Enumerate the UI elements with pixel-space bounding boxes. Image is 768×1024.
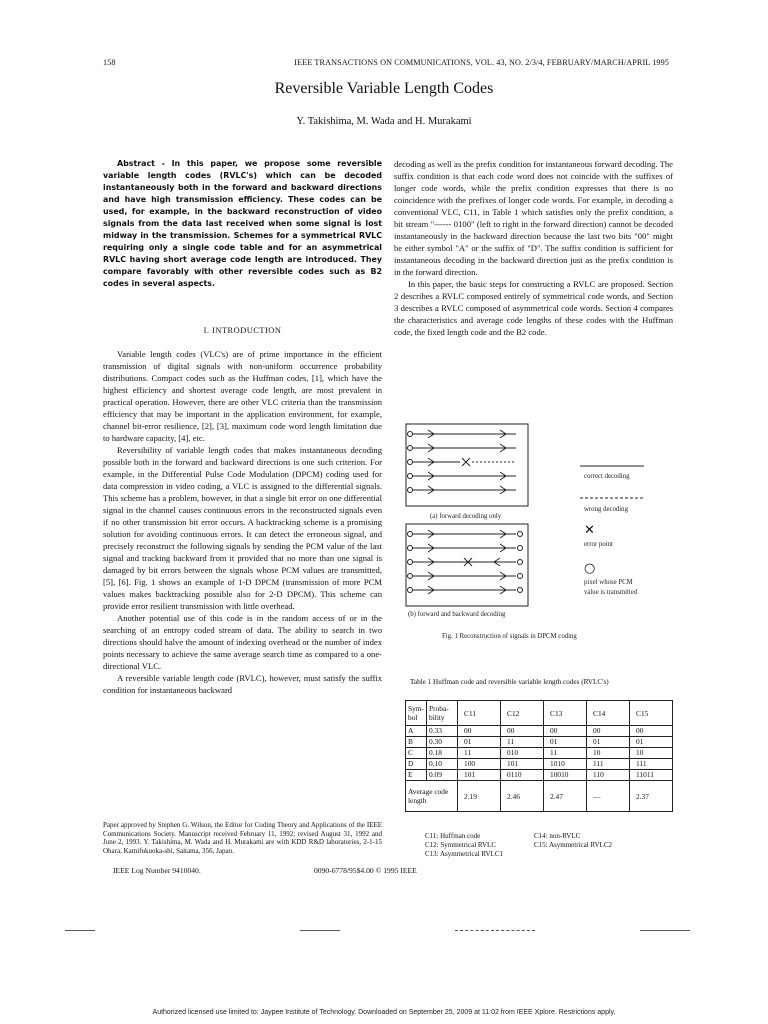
legend-pcm-label-2: value is transmitted [584,589,638,596]
header-cell: C12 [501,701,544,726]
average-cell: 2.47 [544,781,587,812]
table-cell: 0110 [501,770,544,781]
table-cell: B [406,737,427,748]
average-cell: — [587,781,630,812]
log-number: IEEE Log Number 9410040. [113,866,201,875]
panel-b-frame [406,524,528,606]
table-cell: 00 [630,726,673,737]
table-cell: D [406,759,427,770]
page-number: 158 [103,58,116,67]
footnote-text: Paper approved by Stephen G. Wilson, the Editor for Coding Theory and Applications of the IEEE Communications Society. Manuscript received February 11, 1992; revised August 31, 1992 and June 2, 1993. Y. Takishima, M. Wada and H. Murakami are with KDD R&D laboratories, 2-1-15 Ohara, Kamifukuoka-shi, Saitama, 356, Japan. [103,821,382,855]
table-row [406,748,673,759]
rule-mark [640,930,690,931]
table-row [406,759,673,770]
table-cell: A [406,726,427,737]
footnote [103,821,382,855]
average-cell: 2.19 [458,781,501,812]
legend-pcm-label: pixel whose PCM [584,579,633,586]
circle-icon: ○ [584,561,596,576]
rule-mark [455,930,535,931]
table-cell: 10 [587,748,630,759]
paragraph: In this paper, the basic steps for constructing a RVLC are proposed. Section 2 describes a RVLC composed entirely of symmetrical code words, and Section 3 describes a RVLC composed of asymmetrical code words. Section 4 compares the characteristics and average code lengths of these codes with the Huffman code, the fixed length code and the B2 code. [394,279,673,337]
table-note: C13: Asymmetrical RVLC1 [425,850,503,858]
abstract [103,158,382,290]
table-cell: 10 [630,748,673,759]
table-cell: 1010 [544,759,587,770]
header-cell: Sym-bol [406,701,427,726]
table-cell: 111 [630,759,673,770]
section-heading: I. INTRODUCTION [203,326,282,335]
table-cell: 01 [544,737,587,748]
table-note: C12: Symmetrical RVLC [425,841,496,849]
table-header-row [406,701,673,726]
table-notes-left [425,832,545,859]
average-cell: 2.37 [630,781,673,812]
table-average-row [406,781,673,812]
average-cell: 2.46 [501,781,544,812]
table-cell: 110 [587,770,630,781]
panel-b-lines [412,534,516,590]
table-cell: 00 [544,726,587,737]
paragraph: Reversibility of variable length codes that makes instantaneous decoding possible both in the forward and backward directions is one such criterion. For example, in the Differential Pulse Code Modulation (DPCM) coding used for data compression in video coding, a VLC is assigned to the differential signals. This scheme has a problem, however, in that a single bit error on one differential signal in the channel causes continuous errors in the reconstructed signals even if no other transmission bit error occurs. A backtracking scheme is a promising solution for avoiding continuous errors. It can detect the erroneous signal, and precisely reconstruct the following signals by sending the PCM value of the last signal and tracking backward from it provided that no more than one signal is damaged by bit errors between the signals whose PCM values are transmitted, [5], [6]. Fig. 1 shows an example of 1-D DPCM (transmission of more PCM values makes backtracking possible also for 2-D DPCM). This scheme can provide error resilient transmission with little overhead. [103,445,382,611]
table-notes-right [534,832,674,850]
cross-icon: ✕ [584,523,595,538]
rule-mark [300,930,340,931]
panel-a-circles [408,432,413,493]
abstract-text: Abstract - In this paper, we propose some reversible variable length codes (RVLC's) which can be decoded instantaneously both in the forward and backward directions and have high transmission efficiency. These codes can be used, for example, in the backward reconstruction of video signals from the data last received when some signal is lost midway in the transmission. Schemes for a symmetrical RVLC requiring only a single code table and for an asymmetrical RVLC having short average code length are introduced. They compare favorably with other reversible codes such as B2 codes in several aspects. [103,159,382,288]
table-note: C11: Huffman code [425,832,481,840]
panel-a-lines [412,434,516,490]
paragraph: A reversible variable length code (RVLC), however, must satisfy the suffix condition for instantaneous backward [103,673,382,695]
table-title: Table 1 Huffman code and reversible variable length codes (RVLC's) [410,678,609,686]
table-cell: E [406,770,427,781]
rule-mark [65,930,95,931]
table-note: C14: non-RVLC [534,832,581,840]
header-cell: C13 [544,701,587,726]
left-column [103,348,382,696]
legend-correct-label: correct decoding [584,473,630,480]
header-cell: Proba-bility [427,701,458,726]
table-cell: C [406,748,427,759]
table-cell: 010 [501,748,544,759]
table-cell: 01 [587,737,630,748]
paragraph: Variable length codes (VLC's) are of prime importance in the efficient transmission of digital signals with non-uniform occurrence probability distributions. Compact codes such as the Huffman codes, [1], which have the highest efficiency and shortest average code length, are most prevalent in practical operation. However, there are other VLC criteria than the transmission efficiency that may be important in the application environment, for example, channel bit-error resilience, [2], [3], maximum code word length limitation due to hardware capacity, [4], etc. [103,349,382,443]
table-cell: 100 [458,759,501,770]
table-cell: 01 [458,737,501,748]
paragraph: Another potential use of this code is in the random access of or in the searching of an entropy coded stream of data. The ability to search in two directions should halve the amount of indexing overhead or the number of index points necessary to achieve the same average search time as compared to a one-directional VLC. [103,613,382,671]
table-cell: 00 [501,726,544,737]
table-row [406,737,673,748]
header-cell: C11 [458,701,501,726]
table-cell: 11011 [630,770,673,781]
table-cell: 11 [458,748,501,759]
header-cell: C15 [630,701,673,726]
table-cell: 00 [458,726,501,737]
legend-wrong-label: wrong decoding [584,506,628,513]
table-cell: 11 [544,748,587,759]
panel-a-error-icon [462,458,470,466]
table-cell: 0.18 [427,748,458,759]
table-note: C15: Asymmetrical RVLC2 [534,841,612,849]
download-notice: Authorized licensed use limited to: Jaypee Institute of Technology. Downloaded on September 25, 2009 at 11:02 from IEEE Xplore. Restrictions apply. [152,1009,616,1016]
table-cell: 00 [587,726,630,737]
table-row [406,726,673,737]
copyright: 0090-6778/95$4.00 © 1995 IEEE [314,866,417,875]
table-cell: 0.10 [427,759,458,770]
table-cell: 101 [458,770,501,781]
average-label: Average code length [406,781,458,812]
right-column [394,158,673,338]
table-cell: 111 [587,759,630,770]
table-cell: 0.09 [427,770,458,781]
panel-b-caption: (b) forward and backward decoding [408,611,506,618]
paper-title: Reversible Variable Length Codes [274,80,494,97]
table-cell: 0.30 [427,737,458,748]
journal-line: IEEE TRANSACTIONS ON COMMUNICATIONS, VOL. 43, NO. 2/3/4, FEBRUARY/MARCH/APRIL 1995 [294,58,669,67]
paper-authors: Y. Takishima, M. Wada and H. Murakami [296,116,472,127]
legend-error-label: error point [584,541,613,548]
paragraph: decoding as well as the prefix condition for instantaneous forward decoding. The suffix condition is that each code word does not coincide with the suffixes of longer code words, while the prefix condition expresses that there is no coincidence with the prefixes of longer code words. For example, in decoding a conventional VLC, C11, in Table 1 which satisfies only the prefix condition, a bit stream "------ 0100" (left to right in the forward direction) cannot be decoded instantaneously in the backward direction because the last two bits "00" might be either symbol "A" or the suffix of "D". The suffix condition is sufficient for instantaneous decoding in the backward direction just as the prefix condition is in the forward direction. [394,159,673,277]
table-cell: 10010 [544,770,587,781]
table-row [406,770,673,781]
figure-1 [400,420,670,650]
figure-caption: Fig. 1 Reconstruction of signals in DPCM coding [442,633,577,640]
header-cell: C14 [587,701,630,726]
table-cell: 0.33 [427,726,458,737]
codes-table [405,700,673,812]
panel-a-caption: (a) forward decoding only [430,513,502,520]
table-cell: 101 [501,759,544,770]
table-cell: 01 [630,737,673,748]
panel-a-frame [406,424,528,506]
table-cell: 11 [501,737,544,748]
